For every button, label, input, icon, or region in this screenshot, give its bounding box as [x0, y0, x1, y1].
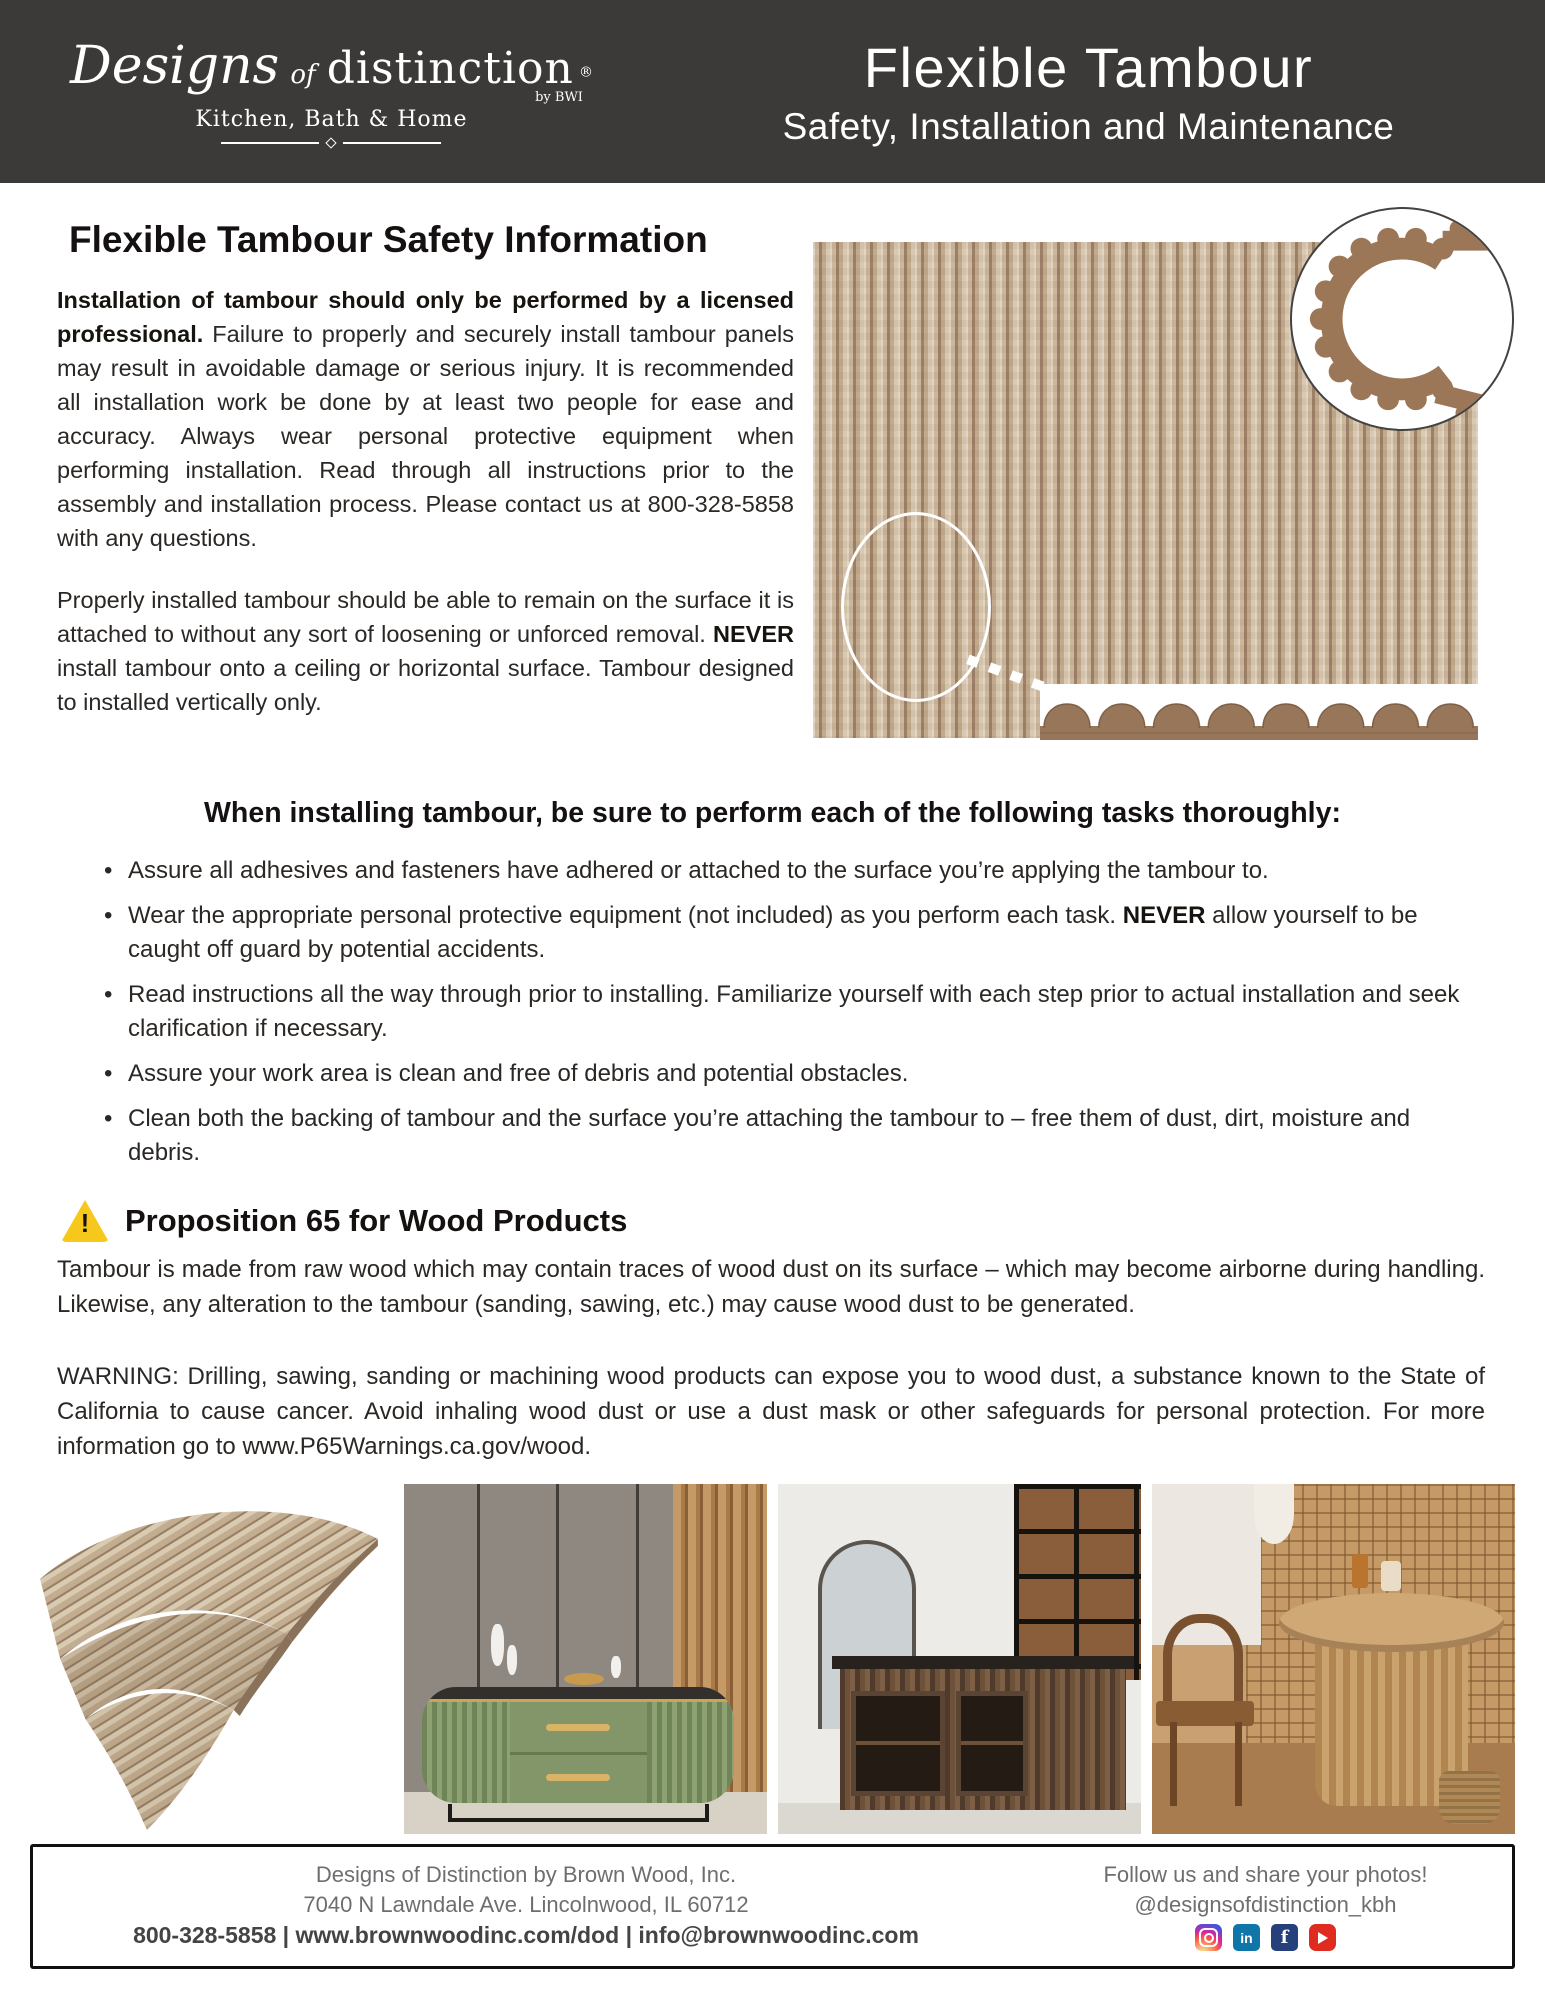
safety-text-column	[57, 219, 794, 719]
green-fluted-credenza	[422, 1687, 734, 1803]
prop65-paragraph-1: Tambour is made from raw wood which may contain traces of wood dust on its surface – which may become airborne during handling. Likewise, any alteration to the tambour (sanding, sawing, etc.) may cause wood dust to be generated.	[57, 1256, 1485, 1318]
metal-shelving	[1014, 1484, 1141, 1680]
linkedin-icon[interactable]: in	[1233, 1924, 1260, 1951]
social-icon-row	[1019, 1924, 1512, 1951]
round-tabletop	[1279, 1593, 1504, 1653]
footer-address: 7040 N Lawndale Ave. Lincolnwood, IL 60712	[303, 1892, 749, 1917]
youtube-icon[interactable]	[1309, 1924, 1336, 1951]
task-item: • Wear the appropriate personal protective equipment (not included) as you perform each task. NEVER allow yourself to be caught off guard by potential accidents.	[102, 899, 1467, 967]
brand-flourish	[221, 139, 441, 147]
task-item: • Clean both the backing of tambour and the surface you’re attaching the tambour to – free them of dust, dirt, moisture and debris.	[102, 1102, 1467, 1170]
header-bar	[0, 0, 1545, 183]
brand-byline: by BWI	[535, 90, 583, 105]
tasks-heading: When installing tambour, be sure to perform each of the following tasks thoroughly:	[204, 797, 1341, 829]
installation-tasks-section	[0, 797, 1545, 1170]
footer-company-name: Designs of Distinction by Brown Wood, Inc.	[315, 1862, 737, 1887]
footer-follow-text: Follow us and share your photos!	[1103, 1862, 1428, 1887]
facebook-icon[interactable]: f	[1271, 1924, 1298, 1951]
safety-paragraph-1: Installation of tambour should only be performed by a licensed professional. Failure to properly and securely install tambour panels may result in avoidable damage or serious injury. It is recommended all installation work be done by at least two people for ease and accuracy. Always wear personal protective equipment when performing installation. Read through all instructions prior to the assembly and installation process. Please contact us at 800-328-5858 with any questions.	[57, 287, 794, 551]
registered-mark: ®	[578, 64, 593, 81]
safety-paragraph-2: Properly installed tambour should be able to remain on the surface it is attached to without any sort of loosening or unforced removal. NEVER install tambour onto a ceiling or horizontal surface. Tambour designed to installed vertically only.	[57, 587, 794, 715]
profile-magnifier-circle	[1290, 207, 1514, 431]
tambour-cross-section-strip	[1040, 684, 1478, 740]
instagram-icon[interactable]	[1195, 1924, 1222, 1951]
photo-tambour-counter	[778, 1484, 1141, 1834]
prop65-paragraph-2: WARNING: Drilling, sawing, sanding or machining wood products can expose you to wood dust, a substance known to the State of California to cause cancer. Avoid inhaling wood dust or use a dust mask or other safeguards for personal protection. For more information go to www.P65Warnings.ca.gov/wood.	[57, 1363, 1485, 1460]
safety-section	[0, 183, 1545, 783]
brand-word-of: of	[290, 60, 316, 90]
pendant-light	[1254, 1484, 1294, 1544]
tambour-sheets-graphic	[30, 1484, 393, 1834]
prop65-heading-row	[61, 1200, 1485, 1242]
product-photo-gallery	[30, 1484, 1515, 1834]
woven-basket	[1439, 1771, 1501, 1824]
brand-logo	[70, 36, 593, 147]
footer-contact-line: 800-328-5858 | www.brownwoodinc.com/dod | info@brownwoodinc.com	[133, 1922, 919, 1948]
zoom-ellipse-outline	[841, 512, 991, 702]
page-title: Flexible Tambour	[863, 36, 1314, 99]
task-item: • Assure all adhesives and fasteners have adhered or attached to the surface you’re applying the tambour to.	[102, 854, 1467, 888]
tasks-list	[102, 854, 1467, 1170]
diamond-ornament-icon	[326, 137, 337, 148]
prop65-section	[57, 1200, 1485, 1464]
safety-heading: Flexible Tambour Safety Information	[69, 219, 708, 260]
photo-fluted-dining-table	[1152, 1484, 1515, 1834]
photo-credenza-room	[404, 1484, 767, 1834]
footer-social-block	[1019, 1860, 1512, 1951]
page-subtitle: Safety, Installation and Maintenance	[782, 106, 1395, 147]
document-title-block	[666, 35, 1511, 148]
brand-word-designs: Designs	[70, 36, 280, 96]
brand-tagline: Kitchen, Bath & Home	[195, 107, 468, 132]
dome-profile-graphic	[1040, 684, 1478, 740]
warning-triangle-icon	[61, 1200, 109, 1242]
photo-tambour-sheets	[30, 1484, 393, 1834]
footer-social-handle: @designsofdistinction_kbh	[1134, 1892, 1397, 1917]
task-item: • Read instructions all the way through prior to installing. Familiarize yourself with each step prior to actual installation and seek clarification if necessary.	[102, 978, 1467, 1046]
footer	[30, 1844, 1515, 1969]
footer-company-block	[33, 1860, 1019, 1951]
brand-word-distinction: distinction	[326, 43, 574, 94]
scalloped-profile-ring	[1292, 209, 1512, 429]
brand-wordmark	[70, 36, 593, 96]
task-item: • Assure your work area is clean and free of debris and potential obstacles.	[102, 1057, 1467, 1091]
prop65-heading: Proposition 65 for Wood Products	[125, 1203, 628, 1238]
wood-chair	[1163, 1614, 1243, 1705]
tambour-detail-figure	[813, 242, 1478, 738]
